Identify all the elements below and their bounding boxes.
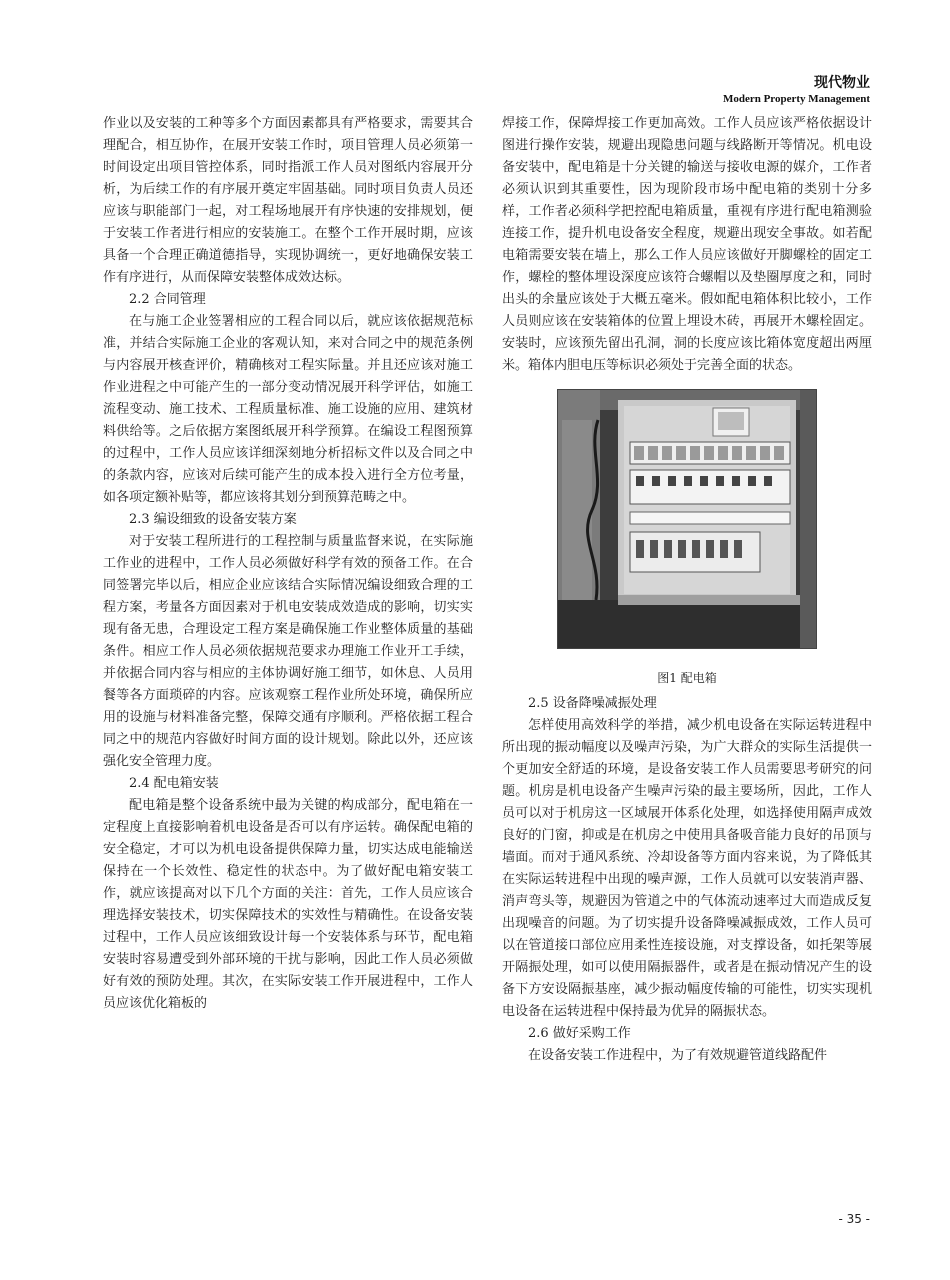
- journal-title-en: Modern Property Management: [722, 93, 870, 105]
- section-heading-2-4: 2.4 配电箱安装: [129, 776, 219, 791]
- left-paragraph-4: 配电箱是整个设备系统中最为关键的构成部分，配电箱在一定程度上直接影响着机电设备是否可以有序运转。确保配电箱的安全稳定，才可以为机电设备提供保障力量，切实达成电能输送保持在一个长效性、稳定性的状态中。为了做好配电箱安装工作，就应该提高对以下几个方面的关注：首先，工作人员应该合理选择安装技术，切实保障技术的实效性与精确性。在设备安装过程中，工作人员应该细致设计每一个安装体系与环节，配电箱安装时容易遭受到外部环境的干扰与影响，因此工作人员必须做好有效的预防处理。其次，在实际安装工作开展进程中，工作人员应该优化箱板的: [103, 798, 473, 1011]
- right-column: [502, 113, 872, 1067]
- page-number: - 35 -: [838, 1212, 870, 1226]
- section-heading-2-2: 2.2 合同管理: [129, 292, 206, 307]
- left-column: [103, 113, 473, 1015]
- figure-1: [502, 389, 872, 687]
- left-paragraph-3: 对于安装工程所进行的工程控制与质量监督来说，在实际施工作业的进程中，工作人员必须做好科学有效的预备工作。在合同签署完毕以后，相应企业应该结合实际情况编设细致合理的工程方案，考量各方面因素对于机电安装成效造成的影响，切实实现有备无患，合理设定工程方案是确保施工作业整体质量的基础条件。相应工作人员必须依据规范要求办理施工作业开工手续，并依据合同内容与相应的主体协调好施工细节，如休息、人员用餐等各方面琐碎的内容。应该观察工程作业所处环境，确保所应用的设施与材料准备完整，保障交通有序顺利。严格依据工程合同之中的规范内容做好时间方面的设计规划。除此以外，还应该强化安全管理力度。: [103, 534, 473, 769]
- left-paragraph-2: 在与施工企业签署相应的工程合同以后，就应该依据规范标准，并结合实际施工企业的客观认知，来对合同之中的规范条例与内容展开核查评价，精确核对工程实际量。并且还应该对施工作业进程之中可能产生的一部分变动情况展开科学评估，如施工流程变动、施工技术、工程质量标准、施工设施的应用、建筑材料供给等。之后依据方案图纸展开科学预算。在编设工程图预算的过程中，工作人员应该详细深刻地分析招标文件以及合同之中的条款内容，应该对后续可能产生的成本投入进行全方位考量，如各项定额补贴等，都应该将其划分到预算范畴之中。: [103, 314, 473, 505]
- right-paragraph-3: 在设备安装工作进程中，为了有效规避管道线路配件: [528, 1048, 828, 1063]
- right-paragraph-1: 焊接工作，保障焊接工作更加高效。工作人员应该严格依据设计图进行操作安装，规避出现隐患问题与线路断开等情况。机电设备安装中，配电箱是十分关键的输送与接收电源的媒介，工作者必须认识到其重要性，因为现阶段市场中配电箱的类别十分多样，工作者必须科学把控配电箱质量，重视有序进行配电箱测验连接工作，提升机电设备安全程度，规避出现安全事故。如若配电箱需要安装在墙上，那么工作人员应该做好开脚螺栓的固定工作，螺栓的整体埋设深度应该符合螺帽以及垫圈厚度之和，同时出头的余量应该处于大概五毫米。假如配电箱体积比较小，工作人员则应该在安装箱体的位置上埋设木砖，再展开木螺栓固定。安装时，应该预先留出孔洞，洞的长度应该比箱体宽度超出两厘米。箱体内胆电压等标识必须处于完善全面的状态。: [502, 116, 872, 373]
- section-heading-2-6: 2.6 做好采购工作: [528, 1026, 631, 1041]
- figure-caption: 图1 配电箱: [657, 671, 717, 685]
- left-paragraph-1: 作业以及安装的工种等多个方面因素都具有严格要求，需要其合理配合，相互协作，在展开安装工作时，项目管理人员必须第一时间设定出项目管控体系，同时指派工作人员对图纸内容展开分析，为后续工作的有序展开奠定牢固基础。同时项目负责人员还应该与职能部门一起，对工程场地展开有序快速的安排规划，便于安装工作者进行相应的安装施工。在整个工作开展时期，应该具备一个合理正确道德指导，实现协调统一，更好地确保安装工作有序进行，从而保障安装整体成效达标。: [103, 116, 473, 285]
- section-heading-2-5: 2.5 设备降噪减振处理: [528, 696, 657, 711]
- section-heading-2-3: 2.3 编设细致的设备安装方案: [129, 512, 297, 527]
- right-paragraph-2: 怎样使用高效科学的举措，减少机电设备在实际运转进程中所出现的振动幅度以及噪声污染，为广大群众的实际生活提供一个更加安全舒适的环境，是设备安装工作人员需要思考研究的问题。机房是机电设备产生噪声污染的最主要场所，因此，工作人员可以对于机房这一区域展开体系化处理，如选择使用隔声成效良好的门窗，抑或是在机房之中使用具备吸音能力良好的吊顶与墙面。而对于通风系统、冷却设备等方面内容来说，为了降低其在实际运转进程中出现的噪声源，工作人员就可以安装消声器、消声弯头等，规避因为管道之中的气体流动速率过大而造成反复出现噪音的问题。为了切实提升设备降噪减振成效，工作人员可以在管道接口部位应用柔性连接设施，对支撑设备，如托架等展开隔振处理，如可以使用隔振器件，或者是在振动情况产生的设备下方安设隔振基座，减少振动幅度传输的可能性，切实实现机电设备在运转进程中保持最为优异的隔振状态。: [502, 718, 872, 1019]
- distribution-box-photo: [557, 389, 817, 649]
- journal-title-cn: 现代物业: [814, 75, 870, 91]
- journal-header: [723, 74, 870, 106]
